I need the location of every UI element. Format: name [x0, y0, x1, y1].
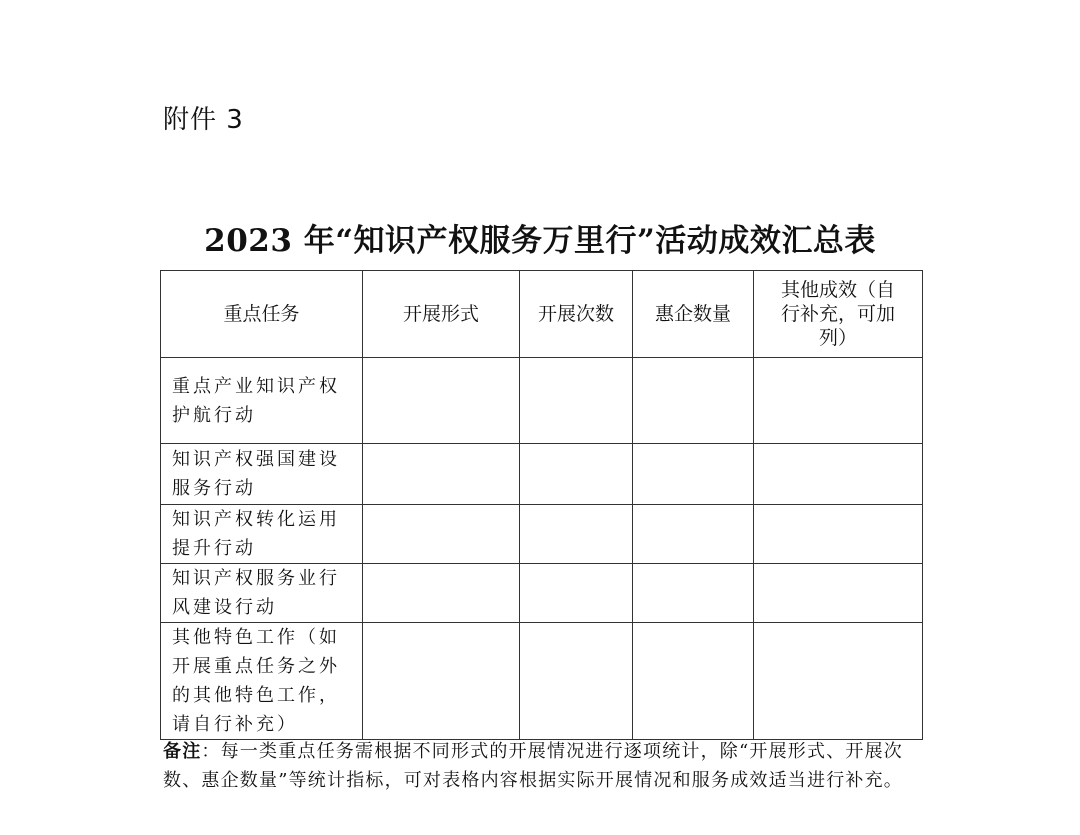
- table-row: [161, 444, 923, 505]
- other-cell: [754, 623, 923, 740]
- header-enterprises: 惠企数量: [633, 271, 754, 358]
- other-cell: [754, 564, 923, 623]
- enterprises-cell: [633, 358, 754, 444]
- count-cell: [520, 358, 633, 444]
- enterprises-cell: [633, 623, 754, 740]
- count-cell: [520, 505, 633, 564]
- enterprises-cell: [633, 505, 754, 564]
- count-cell: [520, 564, 633, 623]
- form-cell: [363, 444, 520, 505]
- task-cell: 重点产业知识产权护航行动: [161, 358, 363, 444]
- task-cell: 知识产权强国建设服务行动: [161, 444, 363, 505]
- enterprises-cell: [633, 444, 754, 505]
- header-form: 开展形式: [363, 271, 520, 358]
- form-cell: [363, 358, 520, 444]
- other-cell: [754, 444, 923, 505]
- footnote-label: 备注: [163, 741, 202, 762]
- header-task: 重点任务: [161, 271, 363, 358]
- other-cell: [754, 505, 923, 564]
- header-count: 开展次数: [520, 271, 633, 358]
- count-cell: [520, 623, 633, 740]
- other-cell: [754, 358, 923, 444]
- form-cell: [363, 505, 520, 564]
- form-cell: [363, 623, 520, 740]
- table-row: [161, 564, 923, 623]
- header-other: [754, 271, 923, 358]
- table-row: [161, 505, 923, 564]
- count-cell: [520, 444, 633, 505]
- summary-table: [160, 270, 923, 740]
- table-row: [161, 623, 923, 740]
- document-title: 2023 年“知识产权服务万里行”活动成效汇总表: [204, 223, 876, 259]
- footnote: [163, 737, 923, 795]
- attachment-label: 附件 3: [163, 105, 244, 135]
- enterprises-cell: [633, 564, 754, 623]
- task-cell: 知识产权转化运用提升行动: [161, 505, 363, 564]
- form-cell: [363, 564, 520, 623]
- footnote-text: ：每一类重点任务需根据不同形式的开展情况进行逐项统计，除“开展形式、开展次数、惠企数量”等统计指标，可对表格内容根据实际开展情况和服务成效适当进行补充。: [163, 741, 904, 791]
- table-header-row: [161, 271, 923, 358]
- table-row: [161, 358, 923, 444]
- task-cell: 知识产权服务业行风建设行动: [161, 564, 363, 623]
- task-cell: 其他特色工作（如开展重点任务之外的其他特色工作，请自行补充）: [161, 623, 363, 740]
- header-other-text: 其他成效（自行补充，可加列）: [780, 279, 895, 349]
